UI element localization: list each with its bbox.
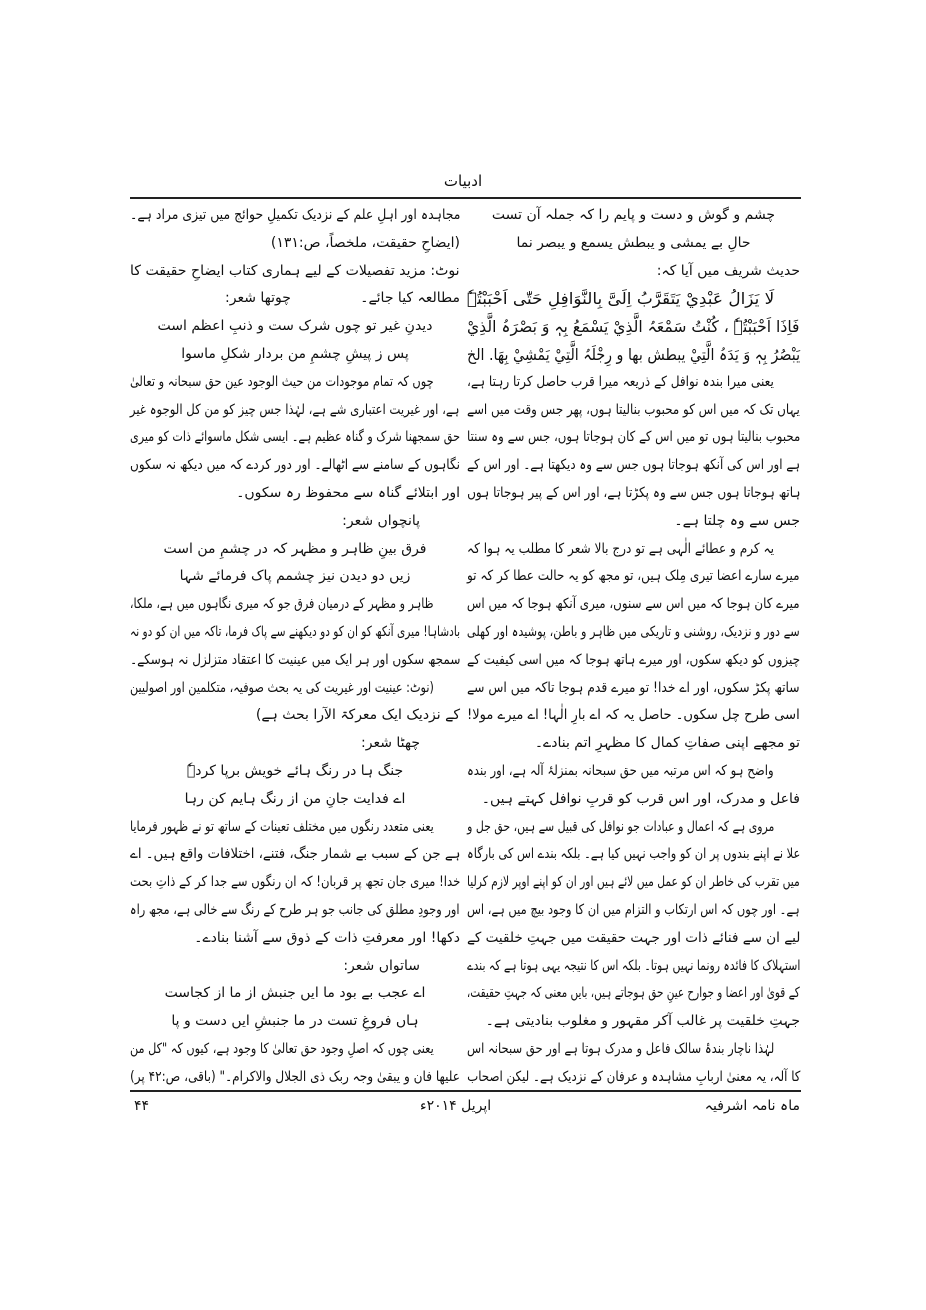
verse-line — [130, 341, 460, 369]
verse-line — [130, 563, 460, 591]
line-text: یہ کرم و عطائے الٰہی ہے تو درج بالا شعر کا مطلب یہ ہوا کہ — [467, 540, 774, 557]
line-text: علیها فان و یبقیٰ وجہ ربک ذی الجلال والاکرام۔" (باقی، ص:۴۲ پر) — [130, 1068, 460, 1085]
text-line — [130, 480, 460, 508]
line-text: ہے جن کے سبب بے شمار جنگ، فتنے، اختلافات واقع ہیں۔ اے — [129, 846, 460, 863]
text-line — [467, 452, 800, 480]
line-text: واضح ہو کہ اس مرتبہ میں حق سبحانہ بمنزلۂ آلہ ہے، اور بندہ — [467, 762, 774, 779]
page-number: ۴۴ — [134, 1098, 150, 1114]
text-line — [467, 619, 800, 647]
line-text: مروی ہے کہ اعمال و عبادات جو نوافل کی قبیل سے ہیں، حق جل و — [466, 818, 774, 835]
text-line — [130, 1036, 460, 1064]
verse-line — [130, 980, 460, 1008]
line-text: حق سمجھنا شرک و گناہ عظیم ہے۔ ایسی شکل ماسوائے ذات کو میری — [130, 429, 460, 446]
line-text: لیے ان سے فنائے ذات اور جہت حقیقت میں جہتِ خلقیت کے — [466, 929, 800, 946]
left-column — [130, 202, 460, 1092]
text-line — [467, 702, 800, 730]
line-text: کا آلہ، یہ معنیٰ اربابِ مشاہدہ و عرفان کے نزدیک ہے۔ لیکن اصحاب — [466, 1068, 800, 1085]
text-line — [130, 814, 460, 842]
text-line — [467, 424, 800, 452]
line-text: جنگ ہا در رنگ ہائے خویش برپا کردہٗ — [186, 762, 404, 779]
line-text: (نوٹ: عینیت اور غیریت کی یہ بحث صوفیہ، متکلمین اور اصولیین — [130, 679, 434, 696]
verse-line — [467, 230, 800, 258]
text-line — [467, 285, 800, 313]
line-text: ہے، اور غیریت اعتباری شے ہے، لہٰذا جس چیز کو من کل الوجوہ غیر — [130, 401, 460, 418]
line-text: اے عجب بے بود ما ایں جنبش از ما از کجاست — [164, 985, 426, 1002]
text-line — [130, 1064, 460, 1092]
text-line — [467, 258, 800, 286]
text-line — [130, 702, 460, 730]
line-text: حالِ بے یمشی و یبطش یسمع و یبصر نما — [516, 234, 751, 251]
line-text: ظاہر و مظہر کے درمیان فرق جو کہ میری نگاہوں میں ہے، ملکا، — [130, 596, 434, 613]
section-heading — [130, 508, 460, 536]
text-line — [130, 258, 460, 286]
text-line — [467, 508, 800, 536]
text-line — [467, 869, 800, 897]
line-text: یعنی متعدد رنگوں میں مختلف تعینات کے ساتھ تو نے ظہور فرمایا — [130, 818, 434, 835]
verse-line — [467, 202, 800, 230]
line-text: میرے کان ہوجا کہ میں اس سے سنوں، میری آنکھ ہوجا کہ میں اس — [467, 596, 800, 613]
line-text: بادشاہا! میری آنکھ کو ان کو دو دیکھنے سے پاک فرما، تاکہ میں ان کو دو نہ — [129, 623, 460, 640]
text-line — [467, 536, 800, 564]
text-line — [467, 563, 800, 591]
line-text: جس سے وہ چلتا ہے۔ — [674, 512, 800, 529]
line-text: یَبْصُرُ بِہٖ وَ یَدَہُ الَّتِيْ یبطش بها و رِجْلَہُ الَّتِيْ یَمْشِيْ بِهَا. الخ — [466, 344, 800, 364]
line-text: فرق بینِ ظاہر و مظہر کہ در چشمِ من است — [163, 540, 427, 557]
text-line — [130, 452, 460, 480]
verse-line — [130, 313, 460, 341]
section-heading: چوتھا شعر: — [225, 290, 291, 307]
line-text: جہتِ خلقیت پر غالب آکر مقہور و مغلوب بنادیتی ہے۔ — [485, 1013, 800, 1030]
section-header: ادبیات — [443, 172, 483, 190]
line-text: نوٹ: مزید تفصیلات کے لیے ہماری کتاب ایضاحِ حقیقت کا — [130, 262, 460, 279]
text-line — [467, 369, 800, 397]
text-line — [130, 424, 460, 452]
line-text: اے فدایت جانِ من از رنگ ہایم کن رہا — [184, 790, 406, 807]
line-text: ہے۔ اور چوں کہ اس ارتکاب و التزام میں ان کا وجود بیچ میں ہے، اس — [467, 901, 800, 918]
line-text: پانچواں شعر: — [342, 512, 420, 529]
text-line — [467, 647, 800, 675]
text-line — [467, 480, 800, 508]
text-line — [130, 202, 460, 230]
line-text: فاعل و مدرک، اور اس قرب کو قربِ نوافل کہتے ہیں۔ — [481, 790, 800, 807]
line-text: ہاتھ ہوجاتا ہوں جس سے وہ پکڑتا ہے، اور اس کے پیر ہوجاتا ہوں — [466, 484, 800, 501]
text-line — [467, 897, 800, 925]
line-text: ہے اور اس کی آنکھ ہوجاتا ہوں جس سے وہ دیکھتا ہے۔ اور اس کے — [466, 457, 800, 474]
header-divider — [130, 197, 801, 199]
line-text: لَا یَزَالُ عَبْدِيْ يَتَقَرَّبُ اِلَیَّ بِالنَّوَافِلِ حَتّٰی اَحْبَبْتُہٗ — [466, 289, 774, 309]
text-line — [467, 841, 800, 869]
line-text: چشم و گوش و دست و پایم را کہ جملہ آن تست — [491, 207, 776, 223]
text-line — [467, 1008, 800, 1036]
text-line — [130, 675, 460, 703]
line-text: لہٰذا ناچار بندۂ سالک فاعل و مدرک ہوتا ہے اور حق سبحانہ اس — [466, 1040, 774, 1057]
line-text: خدا! میری جان تجھ پر قربان! کہ ان رنگوں سے جدا کر کے ذاتِ بحت — [129, 874, 460, 891]
line-text: علا نے اپنے بندوں پر ان کو واجب نہیں کیا ہے۔ بلکہ بندے اس کی بارگاہ — [466, 846, 800, 863]
line-text: میں تقرب کی خاطر ان کو عمل میں لائے ہیں اور ان کو اپنے اوپر لازم کرلیا — [467, 874, 800, 891]
text-line — [130, 369, 460, 397]
line-text: مجاہدہ اور اہلِ علم کے نزدیک تکمیلِ حوائج میں تیزی مراد ہے۔ — [129, 207, 460, 223]
line-text: کے نزدیک ایک معرکۃ الآرا بحث ہے) — [255, 707, 460, 724]
line-text: مطالعہ کیا جائے۔ — [360, 290, 460, 307]
text-line — [467, 1036, 800, 1064]
line-text: فَاِذَا اَحْبَبْتُہٗ ، کُنْتُ سَمْعَہُ الَّذِيْ یَسْمَعُ بِہٖ وَ بَصْرَہُ الَّذِيْ — [467, 317, 800, 337]
text-line — [130, 925, 460, 953]
text-line — [130, 869, 460, 897]
line-text: کے قویٰ اور اعضا و جوارح عینِ حق ہوجاتے ہیں، بایں معنی کہ جہتِ حقیقت، — [467, 985, 800, 1002]
line-text: یہاں تک کہ میں اس کو محبوب بنالیتا ہوں، پھر جس وقت میں اسے — [467, 401, 800, 418]
line-text: چوں کہ تمام موجودات من حیث الوجود عین حق سبحانہ و تعالیٰ — [130, 373, 434, 390]
line-text: ساتھ پکڑ سکوں، اور اے خدا! تو میرے قدم ہوجا تاکہ میں اس سے — [467, 679, 800, 696]
verse-line — [130, 1008, 460, 1036]
text-line — [130, 647, 460, 675]
line-text: دکھا! اور معرفتِ ذات کے ذوق سے آشنا بنادے۔ — [194, 929, 460, 946]
verse-line — [130, 758, 460, 786]
section-heading — [130, 953, 460, 981]
right-column — [467, 202, 800, 1092]
text-line — [130, 841, 460, 869]
text-line — [130, 619, 460, 647]
text-line — [130, 230, 460, 258]
text-line — [467, 953, 800, 981]
line-text: یعنی چوں کہ اصلِ وجود حق تعالیٰ کا وجود ہے، کیوں کہ "کل من — [130, 1040, 434, 1057]
line-text: چیزوں کو دیکھ سکوں، اور میرے ہاتھ ہوجا کہ میں اسی کیفیت کے — [466, 651, 800, 668]
text-line — [467, 397, 800, 425]
text-line — [130, 397, 460, 425]
text-line — [130, 285, 460, 313]
text-line — [467, 1064, 800, 1092]
text-line — [467, 814, 800, 842]
text-line — [467, 675, 800, 703]
footer-divider — [130, 1090, 801, 1092]
line-text: محبوب بنالیتا ہوں تو میں اس کے کان ہوجاتا ہوں، جس سے وہ سنتا — [466, 429, 800, 446]
line-text: استہلاک کا فائدہ رونما نہیں ہوتا۔ بلکہ اس کا نتیجہ یہی ہوتا ہے کہ بندے — [466, 957, 800, 974]
text-line — [467, 730, 800, 758]
line-text: ہاں فروغِ تست در ما جنبشِ ایں دست و پا — [171, 1013, 419, 1030]
line-text: چھٹا شعر: — [361, 735, 420, 752]
line-text: اور وجودِ مطلق کی جانب جو ہر طرح کے رنگ سے خالی ہے، مجھ راہ — [130, 901, 460, 918]
line-text: نگاہوں کے سامنے سے اٹھالے۔ اور دور کردے کہ میں دیکھ نہ سکوں — [130, 457, 460, 474]
line-text: دیدنِ غیر تو چوں شرک ست و ذنبِ اعظم است — [157, 318, 433, 335]
line-text: زیں دو دیدن نیز چشمم پاک فرمائے شہا — [179, 568, 411, 585]
line-text: (ایضاحِ حقیقت، ملخصاً، ص:۱۳۱) — [270, 234, 460, 251]
text-line — [467, 980, 800, 1008]
section-heading — [130, 730, 460, 758]
issue-date: اپریل ۲۰۱۴ء — [420, 1098, 492, 1114]
line-text: سے دور و نزدیک، روشنی و تاریکی میں ظاہر و باطن، پوشیدہ اور کھلی — [467, 623, 800, 640]
text-line — [467, 925, 800, 953]
line-text: یعنی میرا بندہ نوافل کے ذریعہ میرا قرب حاصل کرتا رہتا ہے، — [467, 373, 774, 390]
verse-line — [130, 536, 460, 564]
text-line — [467, 341, 800, 369]
line-text: میرے سارے اعضا تیری مِلک ہیں، تو مجھ کو یہ حالت عطا کر کہ تو — [467, 568, 800, 585]
line-text: تو مجھے اپنی صفاتِ کمال کا مظہرِ اتم بنادے۔ — [534, 735, 800, 752]
text-line — [467, 591, 800, 619]
line-text: پس ز پیشِ چشمِ من بردار شکلِ ماسوا — [181, 345, 409, 362]
text-line — [130, 591, 460, 619]
line-text: سمجھ سکوں اور ہر ایک میں عینیت کا اعتقاد متزلزل نہ ہوسکے۔ — [129, 651, 460, 668]
text-line — [467, 313, 800, 341]
text-line — [130, 897, 460, 925]
text-line — [467, 758, 800, 786]
text-line — [467, 786, 800, 814]
verse-line — [130, 786, 460, 814]
line-text: ساتواں شعر: — [343, 957, 420, 974]
line-text: حدیث شریف میں آیا کہ: — [656, 262, 800, 279]
line-text: اور ابتلائے گناہ سے محفوظ رہ سکوں۔ — [236, 484, 460, 501]
magazine-name: ماہ نامہ اشرفیہ — [704, 1098, 800, 1114]
line-text: اسی طرح چل سکوں۔ حاصل یہ کہ اے بارِ الٰہا! اے میرے مولا! — [467, 707, 800, 724]
